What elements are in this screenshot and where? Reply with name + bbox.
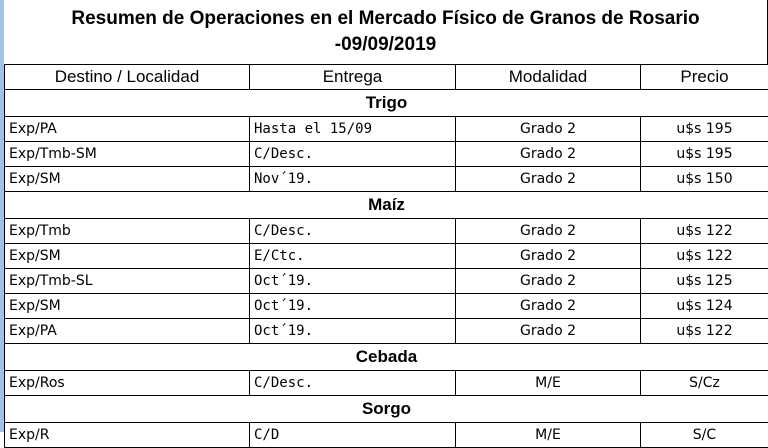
cell-entrega[interactable]: C/D [250, 423, 456, 448]
table-row [5, 269, 768, 294]
section-row-trigo [5, 90, 768, 117]
cell-entrega[interactable]: C/Desc. [250, 371, 456, 396]
cell-destino[interactable]: Exp/R [5, 423, 250, 448]
cell-precio[interactable]: S/C [641, 423, 768, 448]
section-title[interactable]: Cebada [5, 344, 768, 371]
cell-destino[interactable]: Exp/SM [5, 244, 250, 269]
report-title: Resumen de Operaciones en el Mercado Físico de Granos de Rosario [4, 6, 767, 32]
cell-entrega[interactable]: Nov´19. [250, 167, 456, 192]
table-row [5, 294, 768, 319]
report-date: -09/09/2019 [4, 32, 767, 58]
cell-entrega[interactable]: C/Desc. [250, 219, 456, 244]
cell-destino[interactable]: Exp/PA [5, 117, 250, 142]
table-row [5, 219, 768, 244]
operations-table [4, 64, 768, 448]
cell-entrega[interactable]: E/Ctc. [250, 244, 456, 269]
cell-destino[interactable]: Exp/SM [5, 167, 250, 192]
cell-destino[interactable]: Exp/SM [5, 294, 250, 319]
cell-modalidad[interactable]: M/E [456, 423, 641, 448]
table-row [5, 319, 768, 344]
cell-modalidad[interactable]: Grado 2 [456, 269, 641, 294]
cell-modalidad[interactable]: Grado 2 [456, 219, 641, 244]
title-block [4, 0, 768, 64]
cell-entrega[interactable]: Oct´19. [250, 269, 456, 294]
cell-precio[interactable]: u$s 195 [641, 142, 768, 167]
cell-modalidad[interactable]: Grado 2 [456, 319, 641, 344]
cell-precio[interactable]: u$s 150 [641, 167, 768, 192]
cell-entrega[interactable]: Oct´19. [250, 319, 456, 344]
section-row-cebada [5, 344, 768, 371]
table-row [5, 167, 768, 192]
cell-destino[interactable]: Exp/PA [5, 319, 250, 344]
cell-modalidad[interactable]: Grado 2 [456, 244, 641, 269]
table-row [5, 244, 768, 269]
cell-modalidad[interactable]: Grado 2 [456, 294, 641, 319]
section-row-sorgo [5, 396, 768, 423]
section-title[interactable]: Trigo [5, 90, 768, 117]
section-title[interactable]: Sorgo [5, 396, 768, 423]
table-row [5, 117, 768, 142]
cell-modalidad[interactable]: Grado 2 [456, 117, 641, 142]
cell-destino[interactable]: Exp/Tmb-SL [5, 269, 250, 294]
table-row [5, 371, 768, 396]
column-header-modalidad[interactable]: Modalidad [456, 65, 641, 90]
cell-entrega[interactable]: C/Desc. [250, 142, 456, 167]
cell-precio[interactable]: u$s 122 [641, 244, 768, 269]
section-row-maiz [5, 192, 768, 219]
cell-precio[interactable]: u$s 125 [641, 269, 768, 294]
table-row [5, 423, 768, 448]
column-header-entrega[interactable]: Entrega [250, 65, 456, 90]
table-row [5, 142, 768, 167]
cell-destino[interactable]: Exp/Tmb-SM [5, 142, 250, 167]
cell-modalidad[interactable]: Grado 2 [456, 167, 641, 192]
cell-entrega[interactable]: Oct´19. [250, 294, 456, 319]
cell-precio[interactable]: u$s 122 [641, 319, 768, 344]
cell-precio[interactable]: u$s 195 [641, 117, 768, 142]
table-header-row [5, 65, 768, 90]
cell-precio[interactable]: S/Cz [641, 371, 768, 396]
cell-entrega[interactable]: Hasta el 15/09 [250, 117, 456, 142]
cell-modalidad[interactable]: Grado 2 [456, 142, 641, 167]
cell-precio[interactable]: u$s 122 [641, 219, 768, 244]
column-header-destino[interactable]: Destino / Localidad [5, 65, 250, 90]
cell-destino[interactable]: Exp/Tmb [5, 219, 250, 244]
section-title[interactable]: Maíz [5, 192, 768, 219]
cell-modalidad[interactable]: M/E [456, 371, 641, 396]
cell-destino[interactable]: Exp/Ros [5, 371, 250, 396]
column-header-precio[interactable]: Precio [641, 65, 768, 90]
cell-precio[interactable]: u$s 124 [641, 294, 768, 319]
